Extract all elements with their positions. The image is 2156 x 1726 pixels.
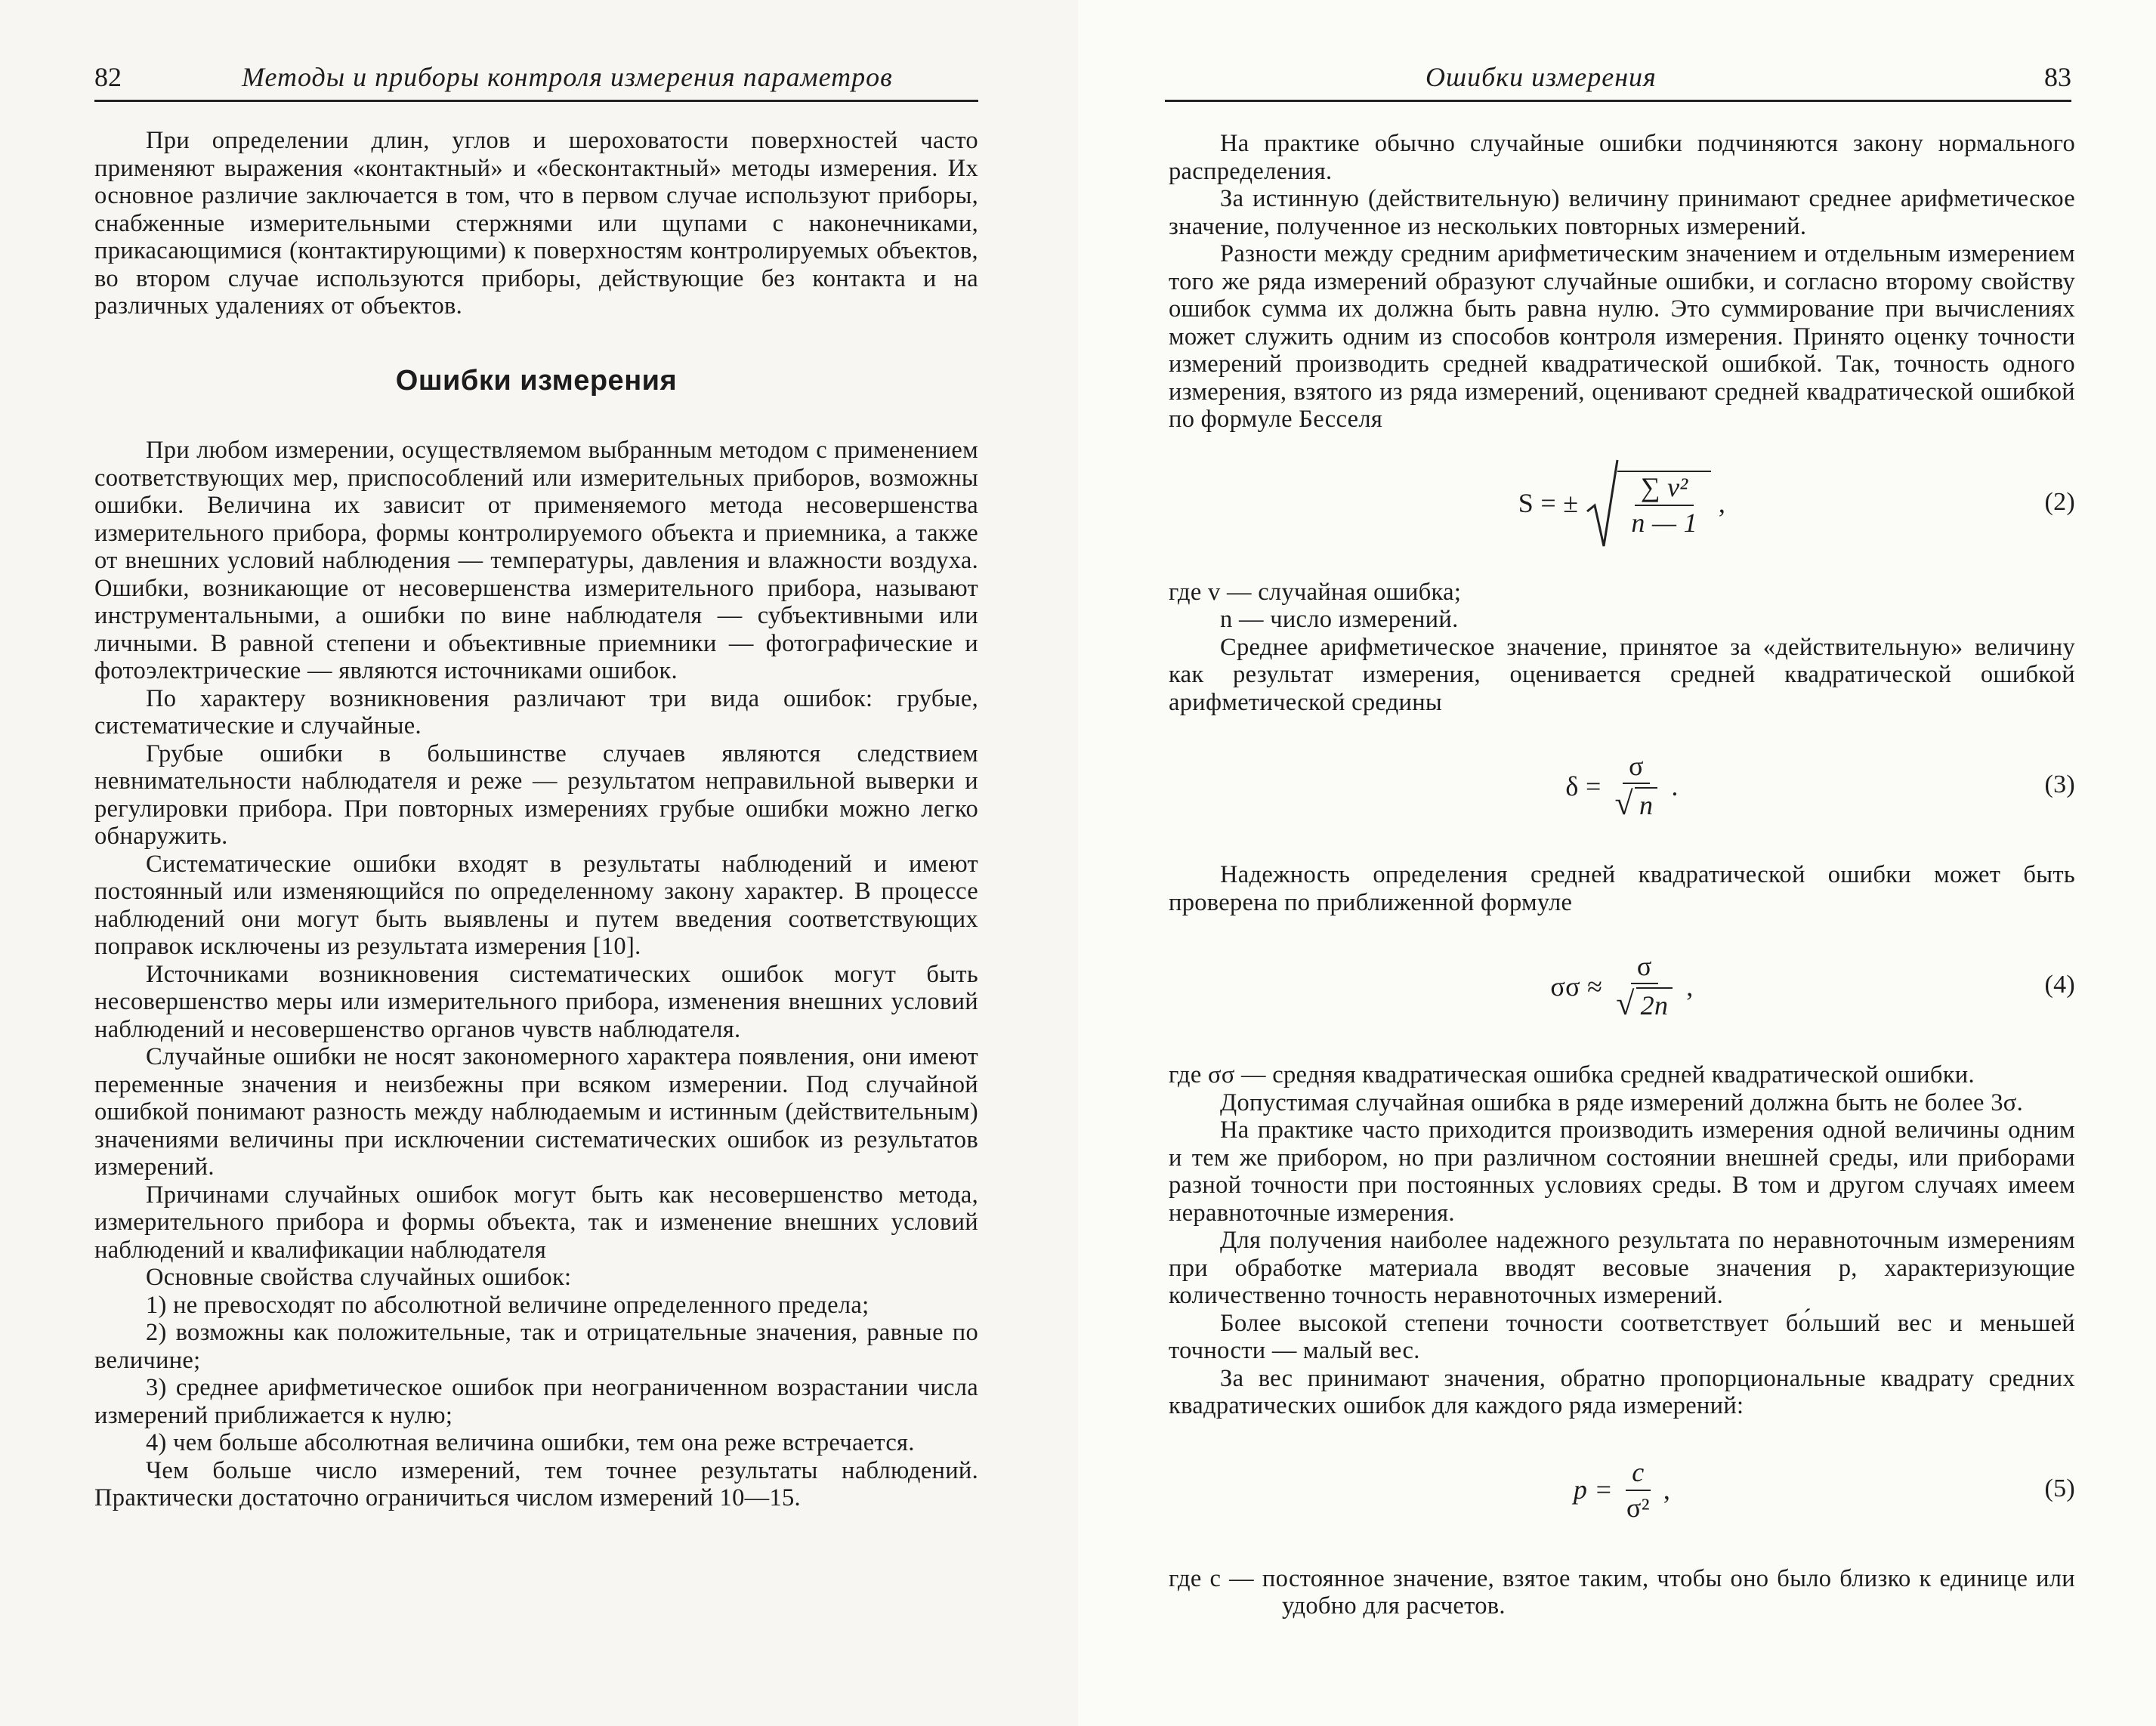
paragraph: Надежность определения средней квадратической ошибки может быть проверена по приближенной формуле	[1169, 861, 2075, 916]
formula-lhs: σσ ≈	[1550, 971, 1603, 1002]
right-page-body	[1169, 130, 2075, 1620]
list-item: 4) чем больше абсолютная величина ошибки, тем она реже встречается.	[146, 1429, 915, 1456]
paragraph: За истинную (действительную) величину принимают среднее арифметическое значение, полученное из нескольких повторных измерений.	[1169, 185, 2075, 240]
formula-denominator: n	[1635, 787, 1657, 820]
left-page-header	[94, 54, 978, 102]
sqrt-sign: √	[1616, 985, 1635, 1023]
equation-number: (5)	[2044, 1474, 2075, 1502]
formula-sigma-sigma	[1169, 937, 2075, 1036]
where-line: n — число измерений.	[1220, 606, 1459, 633]
paragraph: Чем больше число измерений, тем точнее результаты наблюдений. Практически достаточно ограничиться числом измерений 10—15.	[94, 1456, 978, 1511]
right-page	[1078, 0, 2156, 1726]
formula-delta	[1169, 737, 2075, 835]
paragraph: Для получения наиболее надежного результата по неравноточным измерениям при обработке материала вводят весовые значения p, характеризующие количественно точность неравноточных измерений.	[1169, 1227, 2075, 1309]
paragraph: Случайные ошибки не носят закономерного характера появления, они имеют переменные значения и неизбежны при всяком измерении. Под случайной ошибкой понимают разность между наблюдаемым и истинным (действительным) значениями величины при исключении систематических ошибок из результатов измерений.	[94, 1043, 978, 1181]
formula-lhs: p =	[1573, 1474, 1614, 1505]
list-item: 3) среднее арифметическое ошибок при неограниченном возрастании числа измерений приближается к нулю;	[94, 1374, 978, 1429]
equation-number: (4)	[2044, 971, 2075, 999]
where-line: где v — случайная ошибка;	[1169, 578, 1462, 606]
paragraph: Причинами случайных ошибок могут быть как несовершенство метода, измерительного прибора и формы объекта, так и изменение внешних условий наблюдений и квалификации наблюдателя	[94, 1181, 978, 1264]
running-head: Методы и приборы контроля измерения параметров	[242, 62, 893, 92]
formula-denominator: n — 1	[1631, 507, 1697, 538]
page-number: 82	[94, 62, 122, 92]
paragraph: Допустимая случайная ошибка в ряде измерений должна быть не более 3σ.	[1220, 1088, 2024, 1116]
formula-numerator: ∑ v²	[1635, 474, 1694, 506]
running-head: Ошибки измерения	[1425, 62, 1657, 92]
right-page-header	[1165, 54, 2071, 102]
formula-weight	[1169, 1441, 2075, 1539]
paragraph: Более высокой степени точности соответствует бо́льший вес и меньшей точности — малый вес.	[1169, 1309, 2075, 1364]
paragraph: На практике часто приходится производить измерения одной величины одним и тем же прибором, но при различном состоянии внешней среды, или приборами разной точности при постоянных условиях среды. В том и другом случаях имеем неравноточные измерения.	[1169, 1116, 2075, 1227]
list-item: 2) возможны как положительные, так и отрицательные значения, равные по величине;	[94, 1319, 978, 1374]
list-item: 1) не превосходят по абсолютной величине определенного предела;	[146, 1291, 870, 1319]
formula-punct: ,	[1686, 971, 1694, 1002]
paragraph: Источниками возникновения систематических ошибок могут быть несовершенство меры или измерительного прибора, изменения внешних условий наблюдений и несовершенство органов чувств наблюдателя.	[94, 960, 978, 1043]
formula-lhs: δ =	[1565, 770, 1602, 801]
page-number: 83	[2044, 62, 2071, 92]
formula-punct: .	[1671, 770, 1679, 801]
paragraph: Систематические ошибки входят в результаты наблюдений и имеют постоянный или изменяющийся по определенному закону характер. В процессе наблюдений они могут быть выявлены и путем введения соответствующих поправок исключены из результата измерения [10].	[94, 850, 978, 960]
paragraph: Основные свойства случайных ошибок:	[146, 1264, 572, 1291]
formula-numerator: σ	[1631, 953, 1658, 985]
formula-punct: ,	[1663, 1474, 1671, 1505]
equation-number: (2)	[2044, 487, 2075, 516]
paragraph: За вес принимают значения, обратно пропорциональные квадрату средних квадратических ошибок для каждого ряда измерений:	[1169, 1364, 2075, 1419]
paragraph: На практике обычно случайные ошибки подчиняются закону нормального распределения.	[1169, 130, 2075, 185]
formula-numerator: σ	[1623, 752, 1650, 785]
formula-punct: ,	[1718, 488, 1726, 519]
formula-denominator: σ²	[1626, 1492, 1650, 1523]
equation-number: (3)	[2044, 770, 2075, 798]
sqrt-sign: √	[1614, 785, 1633, 823]
paragraph: При любом измерении, осуществляемом выбранным методом с применением соответствующих мер, приспособлений или измерительных приборов, возможны ошибки. Величина их зависит от применяемого метода несовершенства измерительного прибора, формы контролируемого объекта и приемника, а также от внешних условий наблюдения — температуры, давления и влажности воздуха. Ошибки, возникающие от несовершенства измерительного прибора, называют инструментальными, а ошибки по вине наблюдателя — субъективными или личными. В равной степени и объективные приемники — фотографические и фотоэлектрические — являются источниками ошибок.	[94, 437, 978, 684]
paragraph: Грубые ошибки в большинстве случаев являются следствием невнимательности наблюдателя и реже — результатом неправильной выверки и регулировки прибора. При повторных измерениях грубые ошибки можно легко обнаружить.	[94, 739, 978, 850]
left-page-body	[94, 127, 978, 1512]
intro-paragraph: При определении длин, углов и шероховатости поверхностей часто применяют выражения «контактный» и «бесконтактный» методы измерения. Их основное различие заключается в том, что в первом случае используют приборы, снабженные измерительными стержнями или щупами с наконечниками, прикасающимися (контактирующими) к поверхностям контролируемых объектов, во втором случае используются приборы, действующие без контакта и на различных удалениях от объектов.	[94, 127, 978, 320]
paragraph: Среднее арифметическое значение, принятое за «действительную» величину как результат измерения, оценивается средней квадратической ошибкой арифметической средины	[1169, 633, 2075, 716]
paragraph: Разности между средним арифметическим значением и отдельным измерением того же ряда измерений образуют случайные ошибки, и согласно второму свойству ошибок сумма их должна быть равна нулю. Это суммирование при вычислениях может служить одним из способов контроля измерения. Принято оценку точности измерений производить средней квадратической ошибкой. Так, точность одного измерения, взятого из ряда измерений, оценивают средней квадратической ошибкой по формуле Бесселя	[1169, 240, 2075, 433]
sqrt-sign	[1586, 459, 1711, 549]
formula-lhs: S = ±	[1518, 488, 1579, 519]
formula-denominator: 2n	[1636, 987, 1673, 1020]
where-line: где σσ — средняя квадратическая ошибка средней квадратической ошибки.	[1169, 1061, 1975, 1088]
formula-bessel	[1169, 455, 2075, 553]
where-line: где c — постоянное значение, взятое таким, чтобы оно было близко к единице или удобно для расчетов.	[1169, 1564, 2075, 1619]
paragraph: По характеру возникновения различают три вида ошибок: грубые, систематические и случайные.	[94, 684, 978, 739]
formula-numerator: c	[1626, 1459, 1650, 1491]
section-title: Ошибки измерения	[395, 364, 678, 397]
